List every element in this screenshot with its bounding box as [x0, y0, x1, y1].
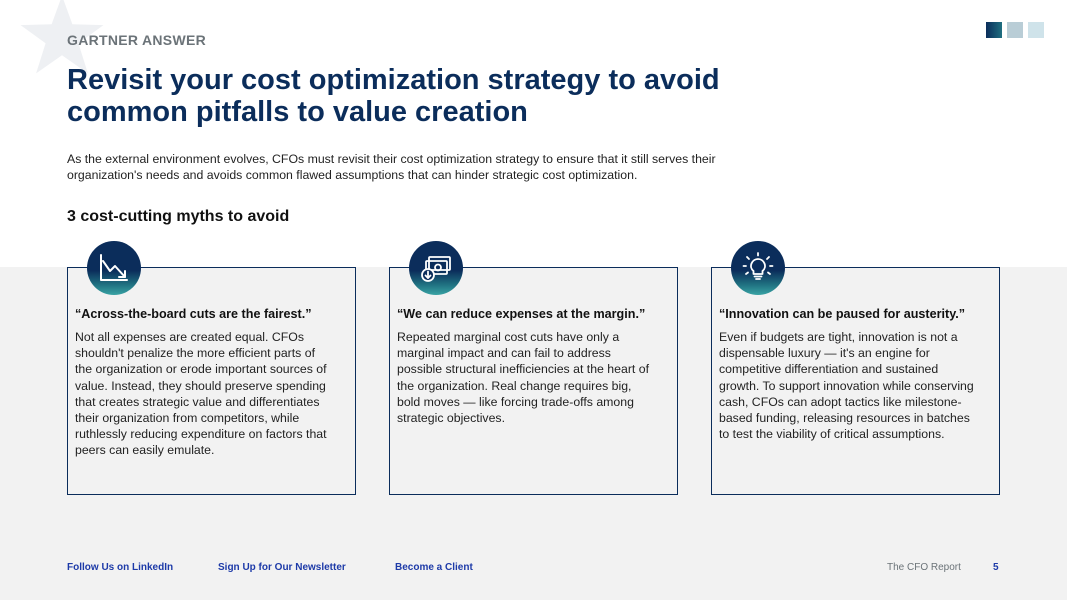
eyebrow-label: GARTNER ANSWER: [67, 32, 207, 48]
myth-card-3: [711, 267, 1000, 495]
myth-card-title: “Across-the-board cuts are the fairest.”: [75, 307, 312, 321]
myth-card-body: Even if budgets are tight, innovation is not a dispensable luxury — it's an engine for competitive differentiation and sustained growth. To support innovation while conserving cash, CFOs can adopt tactics like milestone-based funding, releasing resources in batches to test the viability of critical assumptions.: [719, 330, 974, 442]
declining-chart-icon: [87, 241, 141, 295]
become-client-link[interactable]: Become a Client: [395, 562, 473, 573]
myth-card-body: Not all expenses are created equal. CFOs shouldn't penalize the more efficient parts of the organization or erode important sources of value. Instead, they should preserve spending that creates strategic value and differentiates their organization from competitors, while ruthlessly reducing expenditure on factors that peers can easily emulate.: [75, 330, 327, 458]
intro-paragraph: As the external environment evolves, CFOs must revisit their cost optimization strategy to ensure that it still serves their organization's needs and avoids common flawed assumptions that can hinder strategic cost optimization.: [67, 152, 716, 182]
myth-card-body: Repeated marginal cost cuts have only a marginal impact and can fail to address possible structural inefficiencies at the heart of the organization. Real change requires big, bold moves — like forcing trade-offs among strategic objectives.: [397, 330, 649, 426]
myth-card-1: [67, 267, 356, 495]
myth-card-title: “We can reduce expenses at the margin.”: [397, 307, 646, 321]
money-down-icon: [409, 241, 463, 295]
square-dark: [986, 22, 1002, 38]
page-title: Revisit your cost optimization strategy to avoid common pitfalls to value creation: [67, 64, 720, 128]
square-light: [1028, 22, 1044, 38]
myth-card-title: “Innovation can be paused for austerity.”: [719, 307, 966, 321]
lightbulb-icon: [731, 241, 785, 295]
page-number: 5: [993, 562, 999, 573]
myth-card-2: [389, 267, 678, 495]
report-name: The CFO Report: [887, 562, 961, 573]
newsletter-signup-link[interactable]: Sign Up for Our Newsletter: [218, 562, 346, 573]
section-subheading: 3 cost-cutting myths to avoid: [67, 208, 290, 225]
follow-linkedin-link[interactable]: Follow Us on LinkedIn: [67, 562, 174, 573]
square-mid: [1007, 22, 1023, 38]
decorative-squares: [986, 22, 1044, 38]
